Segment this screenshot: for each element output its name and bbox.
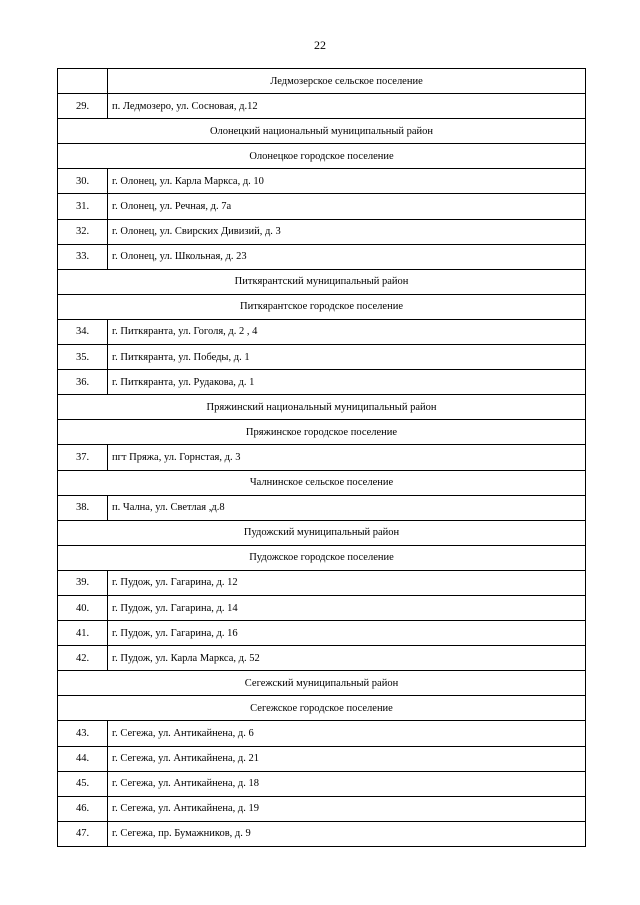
row-number: 42. [58, 646, 108, 671]
row-number: 47. [58, 821, 108, 846]
table-section-row [58, 470, 586, 495]
table-section-row [58, 395, 586, 420]
table-row [58, 194, 586, 219]
table-row [58, 370, 586, 395]
section-heading: Чалнинское сельское поселение [58, 470, 586, 495]
table-section-row [58, 144, 586, 169]
address-cell: г. Олонец, ул. Свирских Дивизий, д. 3 [108, 219, 586, 244]
address-cell: г. Питкяранта, ул. Гоголя, д. 2 , 4 [108, 319, 586, 344]
table-section-row [58, 294, 586, 319]
row-number: 46. [58, 796, 108, 821]
table-row [58, 595, 586, 620]
table-row [58, 219, 586, 244]
address-cell: г. Олонец, ул. Речная, д. 7а [108, 194, 586, 219]
address-cell: г. Олонец, ул. Школьная, д. 23 [108, 244, 586, 269]
table-row [58, 746, 586, 771]
table-row [58, 796, 586, 821]
address-cell: г. Пудож, ул. Гагарина, д. 16 [108, 621, 586, 646]
table-row [58, 445, 586, 470]
table-row [58, 244, 586, 269]
page-number: 22 [314, 38, 326, 52]
address-cell: г. Питкяранта, ул. Победы, д. 1 [108, 345, 586, 370]
row-number: 44. [58, 746, 108, 771]
table-row [58, 570, 586, 595]
row-number: 35. [58, 345, 108, 370]
table-row [58, 495, 586, 520]
section-heading: Пряжинское городское поселение [58, 420, 586, 445]
table-row [58, 94, 586, 119]
table-row [58, 721, 586, 746]
table-section-row [58, 119, 586, 144]
table-section-row [58, 696, 586, 721]
table-section-row [58, 545, 586, 570]
table-row [58, 821, 586, 846]
address-cell: г. Пудож, ул. Карла Маркса, д. 52 [108, 646, 586, 671]
address-cell: г. Олонец, ул. Карла Маркса, д. 10 [108, 169, 586, 194]
section-heading: Сегежский муниципальный район [58, 671, 586, 696]
address-cell: п. Чална, ул. Светлая ,д.8 [108, 495, 586, 520]
row-number: 33. [58, 244, 108, 269]
section-heading: Пряжинский национальный муниципальный район [58, 395, 586, 420]
row-number: 43. [58, 721, 108, 746]
address-cell: г. Сегежа, ул. Антикайнена, д. 19 [108, 796, 586, 821]
table-row [58, 345, 586, 370]
section-heading: Олонецкое городское поселение [58, 144, 586, 169]
section-heading: Пудожский муниципальный район [58, 520, 586, 545]
row-number: 38. [58, 495, 108, 520]
address-cell: г. Питкяранта, ул. Рудакова, д. 1 [108, 370, 586, 395]
table-section-row [58, 420, 586, 445]
row-number: 41. [58, 621, 108, 646]
row-number: 36. [58, 370, 108, 395]
table-row [58, 646, 586, 671]
section-heading: Сегежское городское поселение [58, 696, 586, 721]
row-number: 39. [58, 570, 108, 595]
address-cell: п. Ледмозеро, ул. Сосновая, д.12 [108, 94, 586, 119]
table-row [58, 621, 586, 646]
section-heading: Пудожское городское поселение [58, 545, 586, 570]
address-cell: г. Сегежа, пр. Бумажников, д. 9 [108, 821, 586, 846]
addresses-table-body [58, 69, 586, 847]
address-cell: г. Сегежа, ул. Антикайнена, д. 21 [108, 746, 586, 771]
table-section-row [58, 671, 586, 696]
section-heading: Питкярантский муниципальный район [58, 269, 586, 294]
table-row [58, 169, 586, 194]
row-number: 37. [58, 445, 108, 470]
table-heading-row [58, 69, 586, 94]
table-row [58, 319, 586, 344]
row-number: 40. [58, 595, 108, 620]
address-cell: г. Сегежа, ул. Антикайнена, д. 6 [108, 721, 586, 746]
address-cell: г. Пудож, ул. Гагарина, д. 14 [108, 595, 586, 620]
row-number: 29. [58, 94, 108, 119]
table-section-row [58, 520, 586, 545]
row-number: 30. [58, 169, 108, 194]
address-cell: г. Сегежа, ул. Антикайнена, д. 18 [108, 771, 586, 796]
row-number: 31. [58, 194, 108, 219]
address-cell: пгт Пряжа, ул. Горнстая, д. 3 [108, 445, 586, 470]
section-heading: Питкярантское городское поселение [58, 294, 586, 319]
table-section-row [58, 269, 586, 294]
addresses-table [57, 68, 586, 847]
section-heading: Олонецкий национальный муниципальный район [58, 119, 586, 144]
row-number [58, 69, 108, 94]
row-number: 34. [58, 319, 108, 344]
row-number: 32. [58, 219, 108, 244]
address-cell: г. Пудож, ул. Гагарина, д. 12 [108, 570, 586, 595]
settlement-heading: Ледмозерское сельское поселение [108, 69, 586, 94]
table-row [58, 771, 586, 796]
row-number: 45. [58, 771, 108, 796]
